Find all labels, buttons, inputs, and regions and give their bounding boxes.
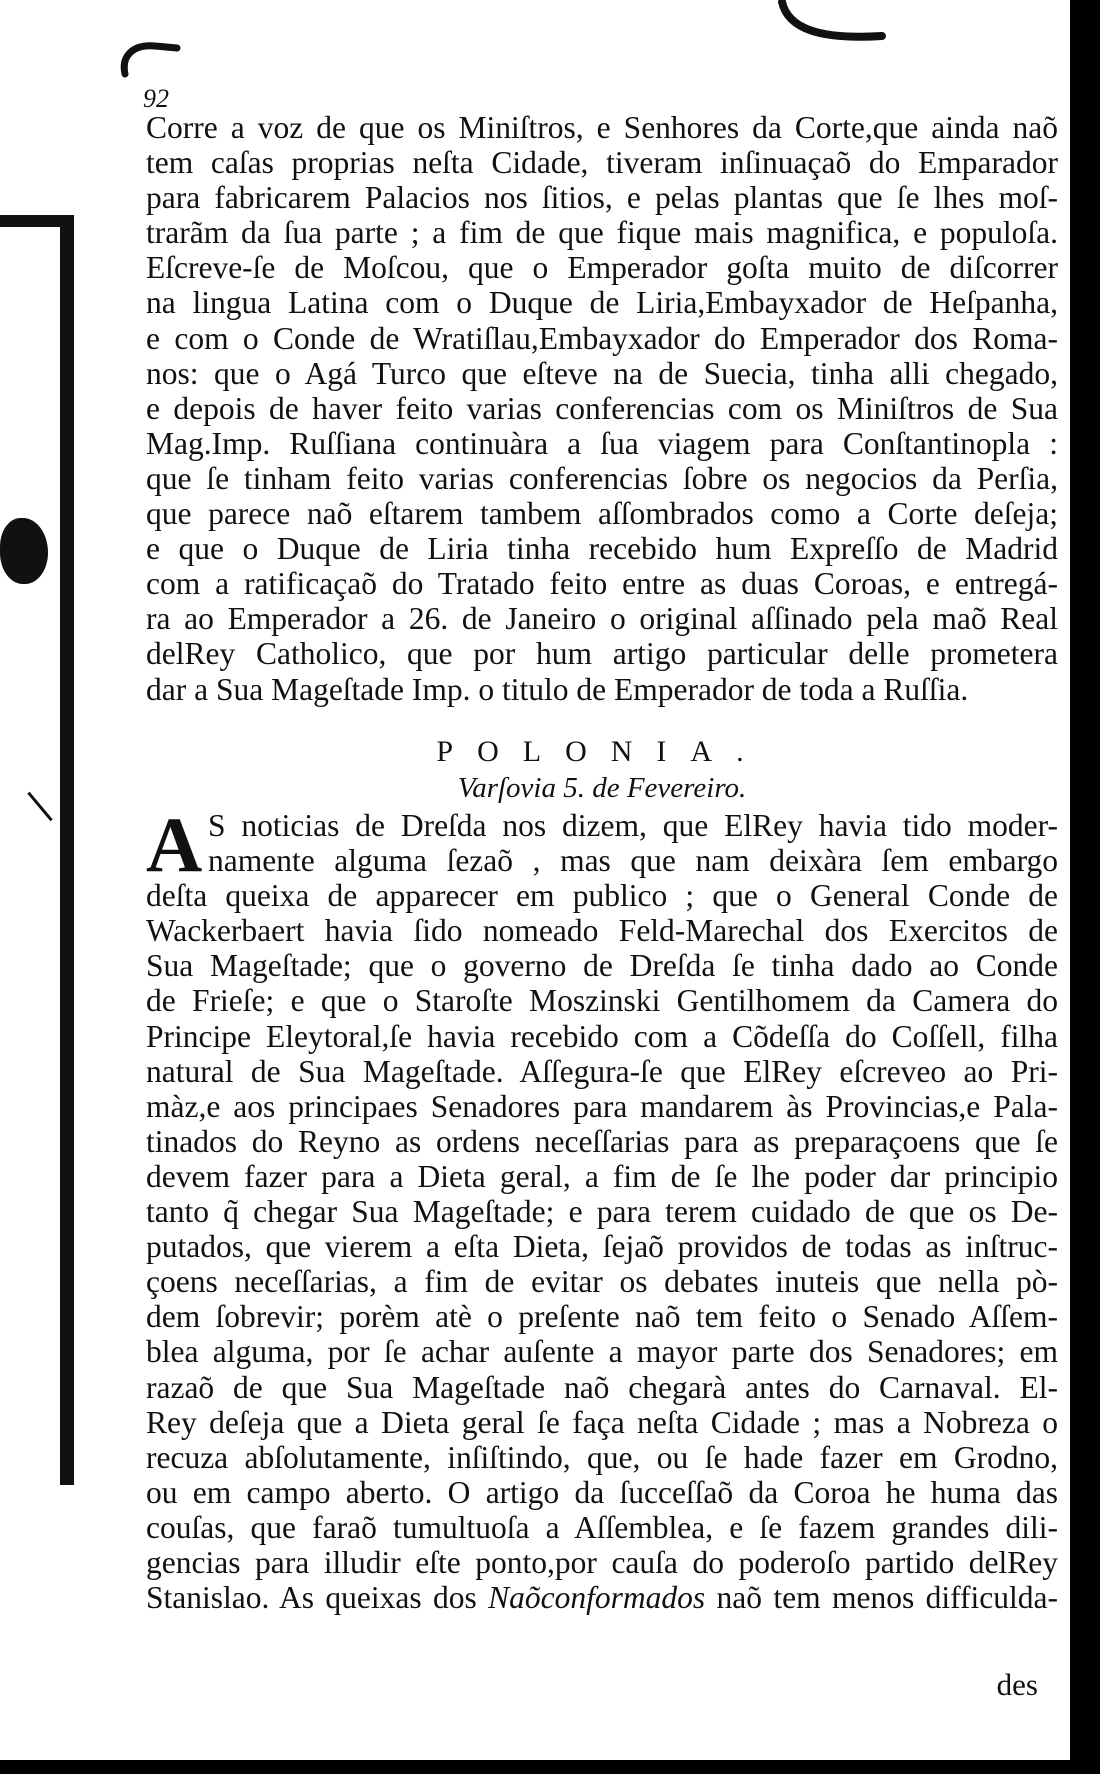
page-edge-bottom [0, 1760, 1100, 1774]
text-line: e que o Duque de Liria tinha recebido hum Expreſſo de Madrid [146, 531, 1058, 567]
drop-cap: A [146, 801, 203, 888]
text-line: Eſcreve-ſe de Moſcou, que o Emperador goſta muito de diſcorrer [146, 250, 1058, 286]
page-edge-right [1070, 0, 1100, 1774]
text-line: Mag.Imp. Ruſſiana continuàra a ſua viagem para Conſtantinopla : [146, 425, 1058, 461]
text-line: e com o Conde de Wratiſlau,Embayxador do Emperador dos Roma- [146, 320, 1058, 356]
binding-bracket [0, 215, 78, 1485]
text-line: tanto q̃ chegar Sua Mageſtade; e para terem cuidado de que os De- [146, 1194, 1058, 1230]
text-segment: naõ tem menos difficulda- [705, 1580, 1058, 1616]
paragraph-moscow [146, 110, 1058, 707]
text-line: tinados do Reyno as ordens neceſſarias para as preparaçoens que ſe [146, 1123, 1058, 1159]
text-line: delRey Catholico, que por hum artigo particular delle prometera [146, 636, 1058, 672]
text-line: namente alguma ſezaõ , mas que nam deixàra ſem embargo [208, 843, 1058, 879]
text-line: dar a Sua Mageſtade Imp. o titulo de Emperador de toda a Ruſſia. [146, 671, 969, 707]
text-line: ou em campo aberto. O artigo da ſucceſſaõ da Coroa he huma das [146, 1474, 1058, 1510]
text-line: gencias para illudir eſte ponto,por cauſa do poderoſo partido delRey [146, 1544, 1058, 1580]
catchword: des [996, 1667, 1038, 1702]
italic-term: Naõconformados [488, 1580, 706, 1616]
text-line: Principe Eleytoral,ſe havia recebido com a Cõdeſſa do Coſſell, filha [146, 1018, 1058, 1054]
text-line: que ſe tinham feito varias conferencias ſobre os negocios da Perſia, [146, 460, 1058, 496]
text-line: na lingua Latina com o Duque de Liria,Embayxador de Heſpanha, [146, 285, 1058, 321]
text-line: Rey deſeja que a Dieta geral ſe faça neſta Cidade ; mas a Nobreza o [146, 1404, 1058, 1440]
ink-blot [0, 518, 48, 584]
text-line: com a ratificaçaõ do Tratado feito entre as duas Coroas, e entregá- [146, 566, 1058, 602]
text-line: deſta queixa de apparecer em publico ; que o General Conde de [146, 878, 1058, 914]
text-line: para fabricarem Palacios nos ſitios, e pelas plantas que ſe lhes moſ- [146, 180, 1058, 216]
text-line: de Frieſe; e que o Staroſte Moszinski Gentilhomem da Camera do [146, 983, 1058, 1019]
text-line-last [146, 1580, 1058, 1615]
text-line: couſas, que faraõ tumultuoſa a Aſſemblea, e ſe fazem grandes dili- [146, 1509, 1058, 1545]
text-segment: Stanislao. As queixas dos [146, 1580, 489, 1616]
text-line: S noticias de Dreſda nos dizem, que ElRey havia tido moder- [208, 808, 1058, 843]
section-dateline: Varſovia 5. de Fevereiro. [457, 772, 747, 804]
text-line: çoens neceſſarias, a fim de evitar os debates inuteis que nella pò- [146, 1264, 1058, 1300]
ink-corner-mark [778, 0, 888, 48]
text-line: e depois de haver feito varias conferencias com os Miniſtros de Sua [146, 390, 1058, 426]
text-line: natural de Sua Mageſtade. Aſſegura-ſe que ElRey eſcreveo ao Pri- [146, 1053, 1058, 1089]
text-line: putados, que vierem a eſta Dieta, ſejaõ providos de todas as inſtruc- [146, 1229, 1058, 1265]
text-line: dem ſobrevir; porèm atè o preſente naõ tem feito o Senado Aſſem- [146, 1299, 1058, 1335]
text-line: nos: que o Agá Turco que eſteve na de Suecia, tinha alli chegado, [146, 355, 1058, 391]
text-line: Corre a voz de que os Miniſtros, e Senhores da Corte,que ainda naõ [146, 110, 1058, 145]
text-line: màz,e aos principaes Senadores para mandarem às Provincias,e Pala- [146, 1088, 1058, 1124]
binding-bracket-spine [60, 215, 74, 1485]
text-line: razaõ de que Sua Mageſtade naõ chegarà antes do Carnaval. El- [146, 1369, 1058, 1405]
text-line: blea alguma, por ſe achar auſente a mayor parte dos Senadores; em [146, 1334, 1058, 1370]
paragraph-warsaw [146, 801, 1058, 1616]
text-line: Sua Mageſtade; que o governo de Dreſda ſe tinha dado ao Conde [146, 948, 1058, 984]
section-heading: POLONIA. [436, 735, 768, 768]
text-line: trarãm da ſua parte ; a fim de que fique mais magnifica, e populoſa. [146, 215, 1058, 251]
text-line: que parece naõ eſtarem tambem aſſombrados como a Corte deſeja; [146, 496, 1058, 532]
text-line: devem fazer para a Dieta geral, a fim de ſe lhe poder dar principio [146, 1158, 1058, 1194]
text-line: tem caſas proprias neſta Cidade, tiveram inſinuaçaõ do Emparador [146, 145, 1058, 181]
ink-hook-mark [115, 38, 185, 78]
page-number: 92 [143, 84, 169, 113]
text-line: recuza abſolutamente, inſiſtindo, que, ou ſe hade fazer em Grodno, [146, 1439, 1058, 1475]
text-line: Wackerbaert havia ſido nomeado Feld-Marechal dos Exercitos de [146, 913, 1058, 949]
text-line: ra ao Emperador a 26. de Janeiro o original aſſinado pela maõ Real [146, 601, 1058, 637]
